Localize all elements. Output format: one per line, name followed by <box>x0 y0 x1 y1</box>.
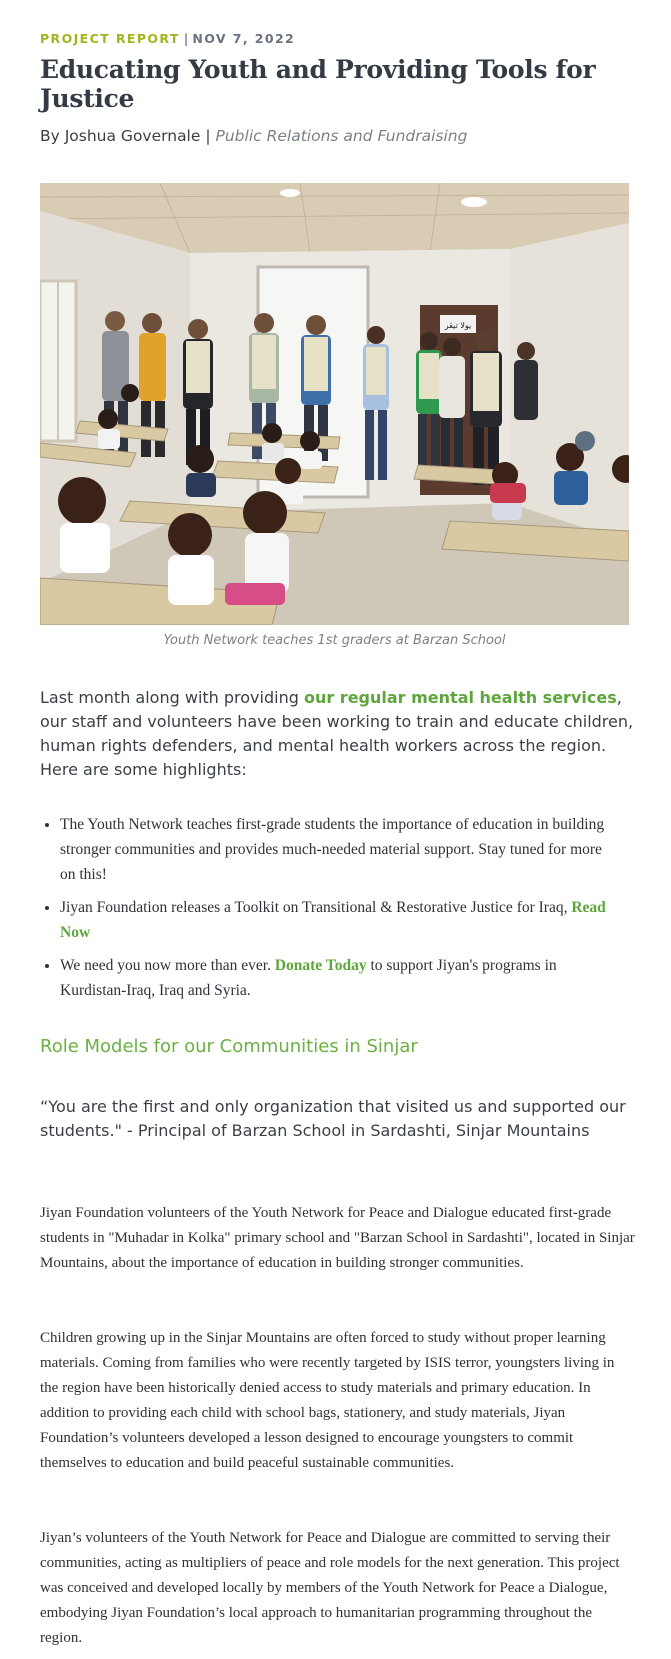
classroom-photo <box>40 183 629 625</box>
highlight-item-donate <box>60 953 620 1003</box>
byline <box>40 127 467 145</box>
highlight-text: Jiyan Foundation releases a Toolkit on Transitional & Restorative Justice for Iraq, <box>60 899 572 916</box>
read-now-link[interactable]: Read Now <box>60 899 606 941</box>
photo-caption: Youth Network teaches 1st graders at Barzan School <box>163 633 506 648</box>
highlight-text: The Youth Network teaches first-grade students the importance of education in building stronger communities and provides much-needed material support. Stay tuned for more on this! <box>60 816 605 883</box>
article-title: Educating Youth and Providing Tools for Justice <box>40 55 596 113</box>
highlight-text-before: We need you now more than ever. <box>60 957 275 974</box>
intro-text-after: , our staff and volunteers have been working to train and educate children, human rights defenders, and mental health workers across the region. Here are some highlights: <box>40 688 634 779</box>
mental-health-services-link[interactable]: our regular mental health services <box>303 688 617 707</box>
highlight-text-after: to support Jiyan's programs in Kurdistan-Iraq, Iraq and Syria. <box>60 957 557 999</box>
intro-paragraph <box>40 686 640 782</box>
category-label[interactable]: PROJECT REPORT <box>40 31 180 46</box>
ceiling-light <box>461 197 487 207</box>
article-meta <box>40 31 295 46</box>
author-name: By Joshua Governale <box>40 127 201 145</box>
body-paragraph: Jiyan Foundation volunteers of the Youth Network for Peace and Dialogue educated first-grade students in "Muhadar in Kolka" primary school and "Barzan School in Sardashti", located in Sinjar Mountains, about the importance of education in building stronger communities. <box>40 1205 635 1271</box>
classroom-illustration <box>40 183 629 625</box>
section-heading: Role Models for our Communities in Sinjar <box>40 1036 418 1057</box>
body-paragraph: Jiyan’s volunteers of the Youth Network for Peace and Dialogue are committed to serving their communities, acting as multipliers of peace and role models for the next generation. This project was conceived and developed locally by members of the Youth Network for Peace a Dialogue, embodying Jiyan Foundation’s local approach to humanitarian programming throughout the region. <box>40 1530 620 1646</box>
highlights-list <box>40 812 620 1011</box>
publish-date: NOV 7, 2022 <box>192 31 296 46</box>
highlight-item-toolkit <box>60 895 620 945</box>
intro-text-before: Last month along with providing <box>40 688 304 707</box>
author-role: Public Relations and Fundraising <box>215 127 468 145</box>
meta-separator: | <box>183 31 189 46</box>
donate-today-link[interactable]: Donate Today <box>274 957 367 974</box>
body-paragraph: Children growing up in the Sinjar Mountains are often forced to study without proper learning materials. Coming from families who were recently targeted by ISIS terror, youngsters living in the region have been historically denied access to study materials and primary education. In addition to providing each child with school bags, stationery, and study materials, Jiyan Foundation’s volunteers developed a lesson designed to encourage youngsters to commit themselves to education and build peaceful sustainable communities. <box>40 1330 615 1471</box>
ceiling-light <box>280 189 300 197</box>
principal-quote: “You are the first and only organization that visited us and supported our students." - Principal of Barzan School in Sardashti, Sinjar Mountains <box>40 1097 626 1140</box>
byline-separator: | <box>205 127 211 145</box>
highlight-item-youth-network <box>60 812 620 887</box>
door-sign-text: يولا تيڤر <box>444 321 472 330</box>
